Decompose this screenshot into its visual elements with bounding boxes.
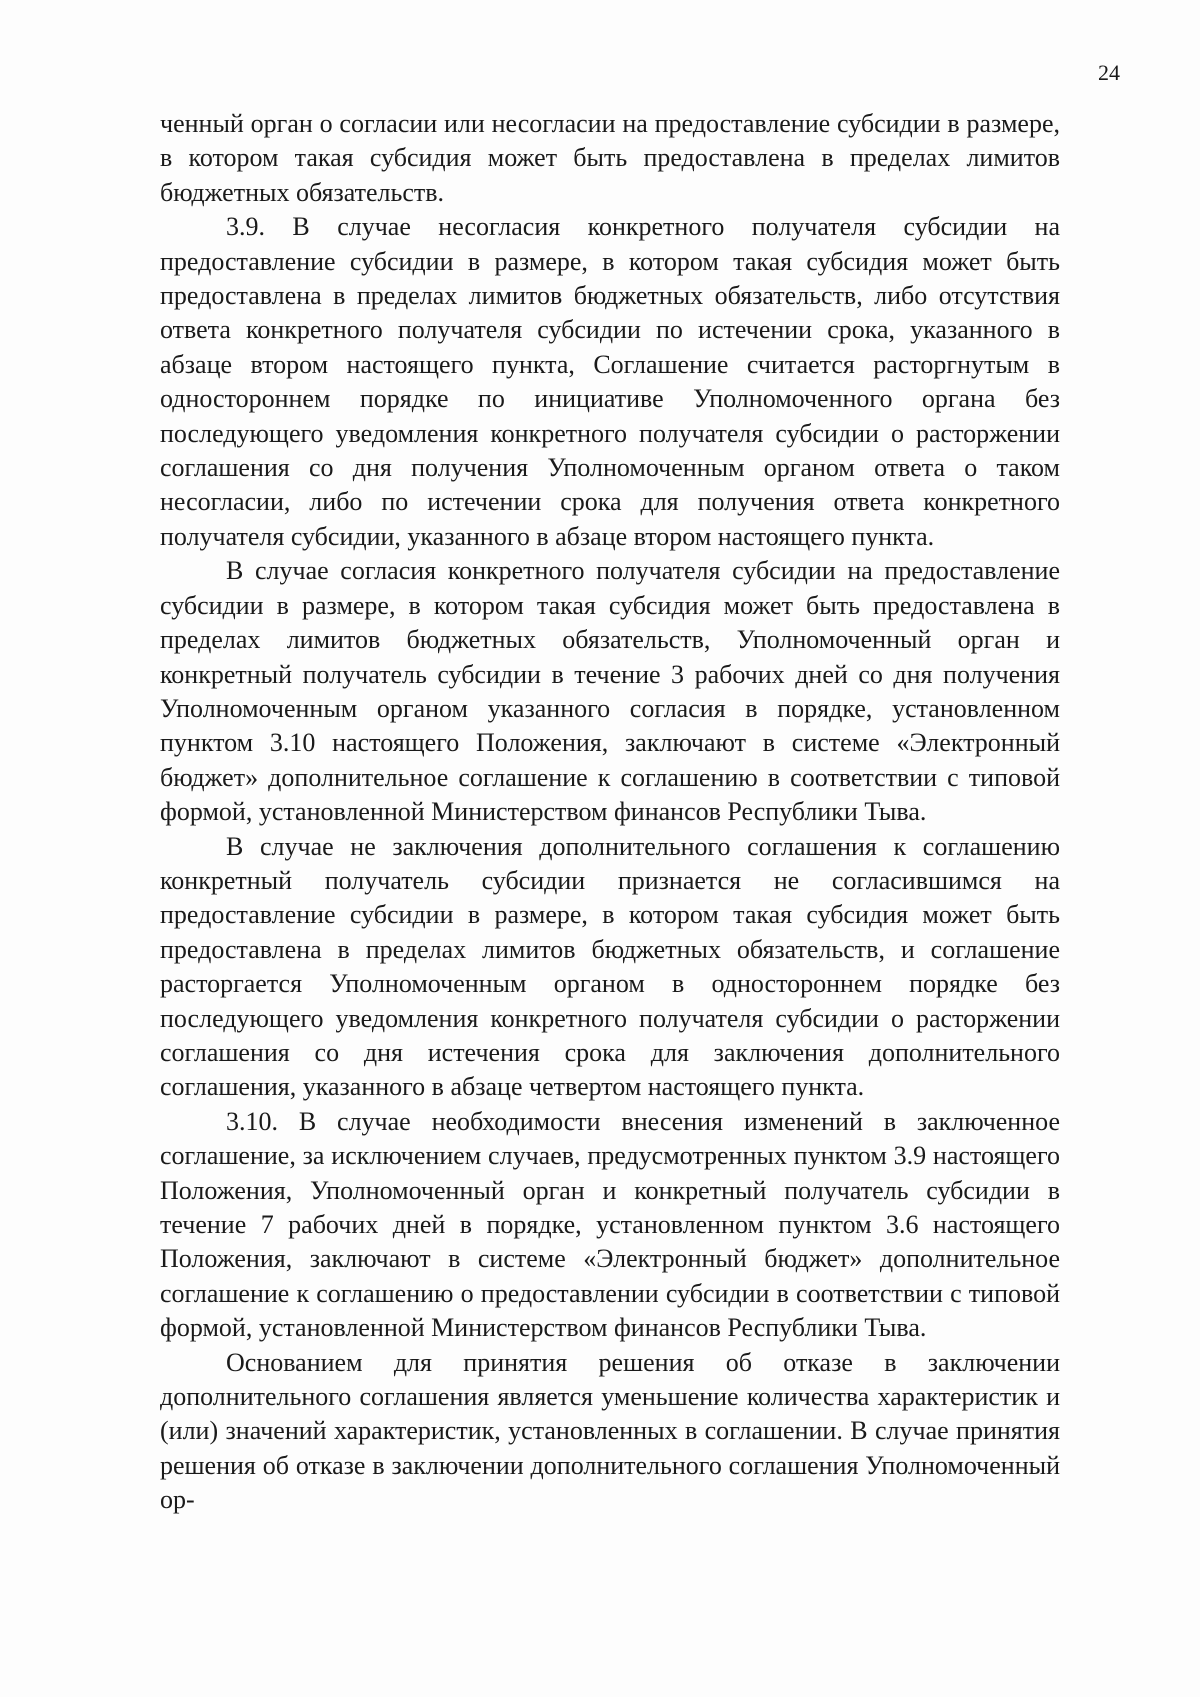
document-body [160, 107, 1060, 1518]
paragraph-consent-case: В случае согласия конкретного получателя субсидии на предоставление субсидии в размере, в котором такая субсидия может быть предоставлена в пределах лимитов бюджетных обязательств, Уполномоченный орган и конкретный получатель субсидии в течение 3 рабочих дней со дня получения Уполномоченным органом указанного согласия в порядке, установленном пунктом 3.10 настоящего Положения, заключают в системе «Электронный бюджет» дополнительное соглашение к соглашению в соответствии с типовой формой, установленной Министерством финансов Республики Тыва. [160, 556, 1060, 827]
paragraph-non-conclusion-case: В случае не заключения дополнительного соглашения к соглашению конкретный получатель субсидии признается не согласившимся на предоставление субсидии в размере, в котором такая субсидия может быть предоставлена в пределах лимитов бюджетных обязательств, и соглашение расторгается Уполномоченным органом в одностороннем порядке без последующего уведомления конкретного получателя субсидии о расторжении соглашения со дня истечения срока для заключения дополнительного соглашения, указанного в абзаце четвертом настоящего пункта. [160, 831, 1060, 1102]
page-number: 24 [1098, 60, 1120, 85]
paragraph-refusal-grounds: Основанием для принятия решения об отказе в заключении дополнительного соглашения является уменьшение количества характеристик и (или) значений характеристик, установленных в соглашении. В случае принятия решения об отказе в заключении дополнительного соглашения Уполномоченный ор- [160, 1347, 1060, 1515]
paragraph-continuation: ченный орган о согласии или несогласии на предоставление субсидии в размере, в котором такая субсидия может быть предоставлена в пределах лимитов бюджетных обязательств. [160, 109, 1060, 207]
paragraph-clause-3-10: 3.10. В случае необходимости внесения изменений в заключенное соглашение, за исключением случаев, предусмотренных пунктом 3.9 настоящего Положения, Уполномоченный орган и конкретный получатель субсидии в течение 7 рабочих дней в порядке, установленном пунктом 3.6 настоящего Положения, заключают в системе «Электронный бюджет» дополнительное соглашение к соглашению о предоставлении субсидии в соответствии с типовой формой, установленной Министерством финансов Республики Тыва. [160, 1106, 1060, 1343]
paragraph-clause-3-9: 3.9. В случае несогласия конкретного получателя субсидии на предоставление субсидии в размере, в котором такая субсидия может быть предоставлена в пределах лимитов бюджетных обязательств, либо отсутствия ответа конкретного получателя субсидии по истечении срока, указанного в абзаце втором настоящего пункта, Соглашение считается расторгнутым в одностороннем порядке по инициативе Уполномоченного органа без последующего уведомления конкретного получателя субсидии о расторжении соглашения со дня получения Уполномоченным органом ответа о таком несогласии, либо по истечении срока для получения ответа конкретного получателя субсидии, указанного в абзаце втором настоящего пункта. [160, 212, 1060, 551]
